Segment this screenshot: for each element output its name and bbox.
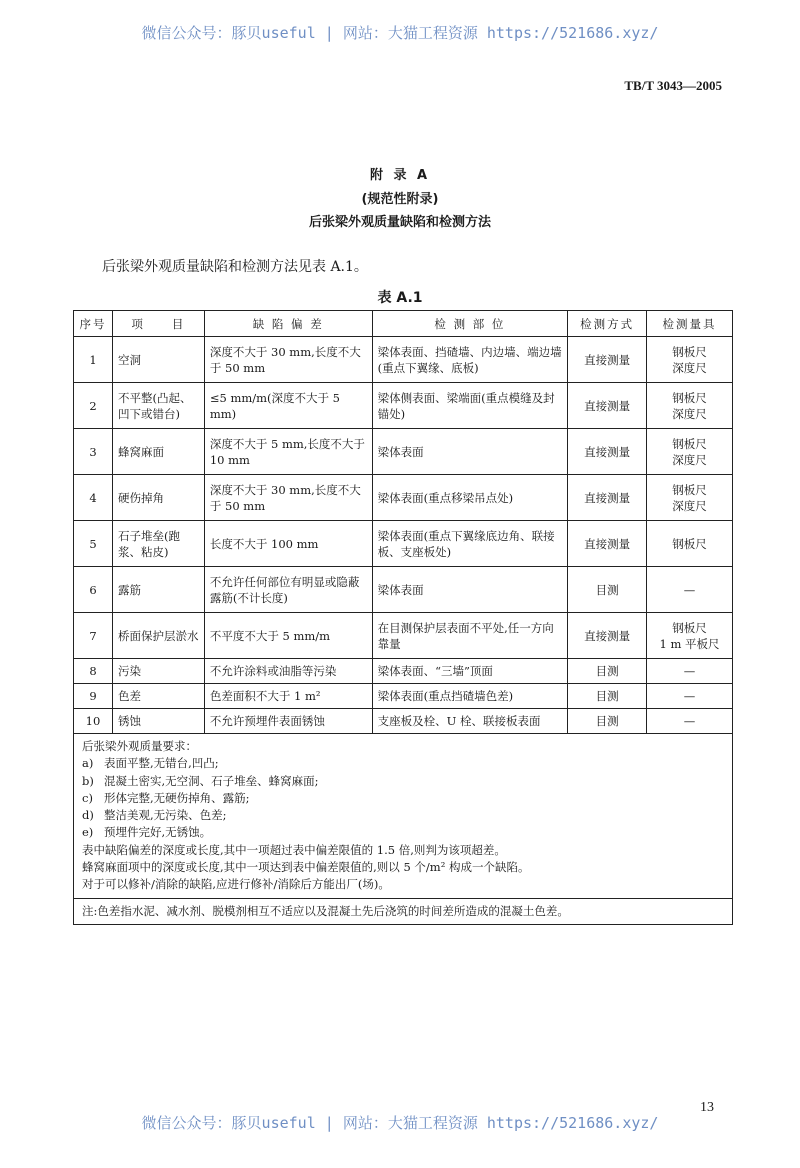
requirement-line: 表中缺陷偏差的深度或长度,其中一项超过表中偏差限值的 1.5 倍,则判为该项超差。: [82, 842, 506, 857]
column-header: 检测方式: [568, 311, 647, 337]
table-cell: 目测: [568, 659, 647, 684]
item-marker: d): [82, 808, 94, 823]
table-cell: 色差面积不大于 1 m²: [204, 684, 372, 709]
requirement-line: 蜂窝麻面项中的深度或长度,其中一项达到表中偏差限值的,则以 5 个/m² 构成一个缺陷。: [82, 860, 530, 875]
requirements-heading: 后张梁外观质量要求：: [82, 739, 197, 753]
table-row: [74, 659, 733, 684]
table-cell: 直接测量: [568, 521, 647, 567]
item-marker: e): [82, 825, 94, 840]
table-cell: 色差: [112, 684, 204, 709]
item-marker: a): [82, 756, 94, 771]
watermark-bottom: 微信公众号：豚贝useful | 网站：大猫工程资源 https://521686.xyz/: [141, 1114, 659, 1132]
table-cell: 目测: [568, 684, 647, 709]
table-cell: 3: [74, 429, 113, 475]
note-row: [74, 898, 733, 924]
table-row: [74, 684, 733, 709]
column-header: 序号: [74, 311, 113, 337]
table-cell: ≤5 mm/m(深度不大于 5 mm): [204, 383, 372, 429]
table-cell: 7: [74, 613, 113, 659]
requirement-item: [82, 773, 724, 790]
item-text: 预埋件完好,无锈蚀。: [104, 825, 212, 840]
table-cell: 梁体表面、“三墙”顶面: [372, 659, 568, 684]
item-marker: b): [82, 773, 94, 788]
table-cell: 直接测量: [568, 337, 647, 383]
table-cell: 钢板尺 深度尺: [647, 475, 733, 521]
table-cell: 露筋: [112, 567, 204, 613]
requirements-cell: [74, 734, 733, 899]
column-header: 检 测 部 位: [372, 311, 568, 337]
table-cell: 5: [74, 521, 113, 567]
item-marker: c): [82, 790, 93, 805]
table-row: [74, 521, 733, 567]
table-cell: 深度不大于 30 mm,长度不大于 50 mm: [204, 475, 372, 521]
table-cell: 钢板尺 深度尺: [647, 337, 733, 383]
table-cell: 深度不大于 30 mm,长度不大于 50 mm: [204, 337, 372, 383]
table-cell: 目测: [568, 567, 647, 613]
table-cell: 10: [74, 709, 113, 734]
appendix-label: 附 录 A: [369, 168, 431, 183]
table-cell: 梁体表面: [372, 567, 568, 613]
table-cell: 在目测保护层表面不平处,任一方向靠量: [372, 613, 568, 659]
table-cell: —: [647, 567, 733, 613]
item-text: 整洁美观,无污染、色差;: [104, 808, 227, 823]
column-header: 缺 陷 偏 差: [204, 311, 372, 337]
table-cell: 不平度不大于 5 mm/m: [204, 613, 372, 659]
table-cell: 不允许预埋件表面锈蚀: [204, 709, 372, 734]
table-cell: 梁体表面(重点下翼缘底边角、联接板、支座板处): [372, 521, 568, 567]
table-cell: 硬伤掉角: [112, 475, 204, 521]
table-caption: 表 A.1: [377, 290, 423, 306]
table-cell: 4: [74, 475, 113, 521]
table-cell: 不允许任何部位有明显或隐蔽露筋(不计长度): [204, 567, 372, 613]
table-cell: 锈蚀: [112, 709, 204, 734]
table-cell: 梁体表面、挡碴墙、内边墙、端边墙(重点下翼缘、底板): [372, 337, 568, 383]
table-cell: 9: [74, 684, 113, 709]
table-cell: 梁体侧表面、梁端面(重点模缝及封锚处): [372, 383, 568, 429]
table-cell: 不平整(凸起、凹下或错台): [112, 383, 204, 429]
table-cell: 桥面保护层淤水: [112, 613, 204, 659]
table-cell: 钢板尺: [647, 521, 733, 567]
column-header: 检测量具: [647, 311, 733, 337]
item-text: 混凝土密实,无空洞、石子堆垒、蜂窝麻面;: [104, 773, 319, 788]
column-header: 项 目: [112, 311, 204, 337]
requirement-item: [82, 807, 724, 824]
appendix-title: 后张梁外观质量缺陷和检测方法: [308, 215, 491, 230]
table-cell: 梁体表面: [372, 429, 568, 475]
item-text: 表面平整,无错台,凹凸;: [104, 756, 219, 771]
table-cell: 长度不大于 100 mm: [204, 521, 372, 567]
requirement-line: 对于可以修补/消除的缺陷,应进行修补/消除后方能出厂(场)。: [82, 877, 390, 892]
table-cell: 钢板尺 1 m 平板尺: [647, 613, 733, 659]
table-cell: 直接测量: [568, 613, 647, 659]
requirement-item: [82, 755, 724, 772]
intro-paragraph: 后张梁外观质量缺陷和检测方法见表 A.1。: [102, 259, 368, 275]
table-cell: 直接测量: [568, 429, 647, 475]
table-cell: 石子堆垒(跑浆、粘皮): [112, 521, 204, 567]
requirements-row: [74, 734, 733, 899]
table-cell: 钢板尺 深度尺: [647, 383, 733, 429]
table-row: [74, 567, 733, 613]
table-cell: 目测: [568, 709, 647, 734]
table-cell: 不允许涂料或油脂等污染: [204, 659, 372, 684]
table-cell: 8: [74, 659, 113, 684]
table-cell: 梁体表面(重点挡碴墙色差): [372, 684, 568, 709]
table-row: [74, 429, 733, 475]
requirement-item: [82, 824, 724, 841]
watermark-top: 微信公众号：豚贝useful | 网站：大猫工程资源 https://521686.xyz/: [141, 24, 659, 42]
standard-number: TB/T 3043—2005: [624, 78, 722, 93]
table-cell: 1: [74, 337, 113, 383]
table-cell: 污染: [112, 659, 204, 684]
note-cell: 注:色差指水泥、减水剂、脱模剂相互不适应以及混凝土先后浇筑的时间差所造成的混凝土色差。: [74, 898, 733, 924]
table-cell: 蜂窝麻面: [112, 429, 204, 475]
table-cell: 直接测量: [568, 475, 647, 521]
table-cell: —: [647, 659, 733, 684]
table-cell: 梁体表面(重点移梁吊点处): [372, 475, 568, 521]
table-cell: 钢板尺 深度尺: [647, 429, 733, 475]
table-cell: 直接测量: [568, 383, 647, 429]
table-cell: 6: [74, 567, 113, 613]
table-cell: 深度不大于 5 mm,长度不大于 10 mm: [204, 429, 372, 475]
appendix-type: (规范性附录): [361, 192, 439, 207]
table-cell: 支座板及栓、U 栓、联接板表面: [372, 709, 568, 734]
table-cell: —: [647, 709, 733, 734]
table-cell: 2: [74, 383, 113, 429]
requirement-item: [82, 790, 724, 807]
table-row: [74, 475, 733, 521]
defect-table: [73, 310, 733, 925]
table-row: [74, 337, 733, 383]
page-number: 13: [700, 1100, 714, 1115]
table-cell: 空洞: [112, 337, 204, 383]
table-row: [74, 613, 733, 659]
item-text: 形体完整,无硬伤掉角、露筋;: [104, 790, 250, 805]
table-cell: —: [647, 684, 733, 709]
table-row: [74, 709, 733, 734]
table-row: [74, 383, 733, 429]
